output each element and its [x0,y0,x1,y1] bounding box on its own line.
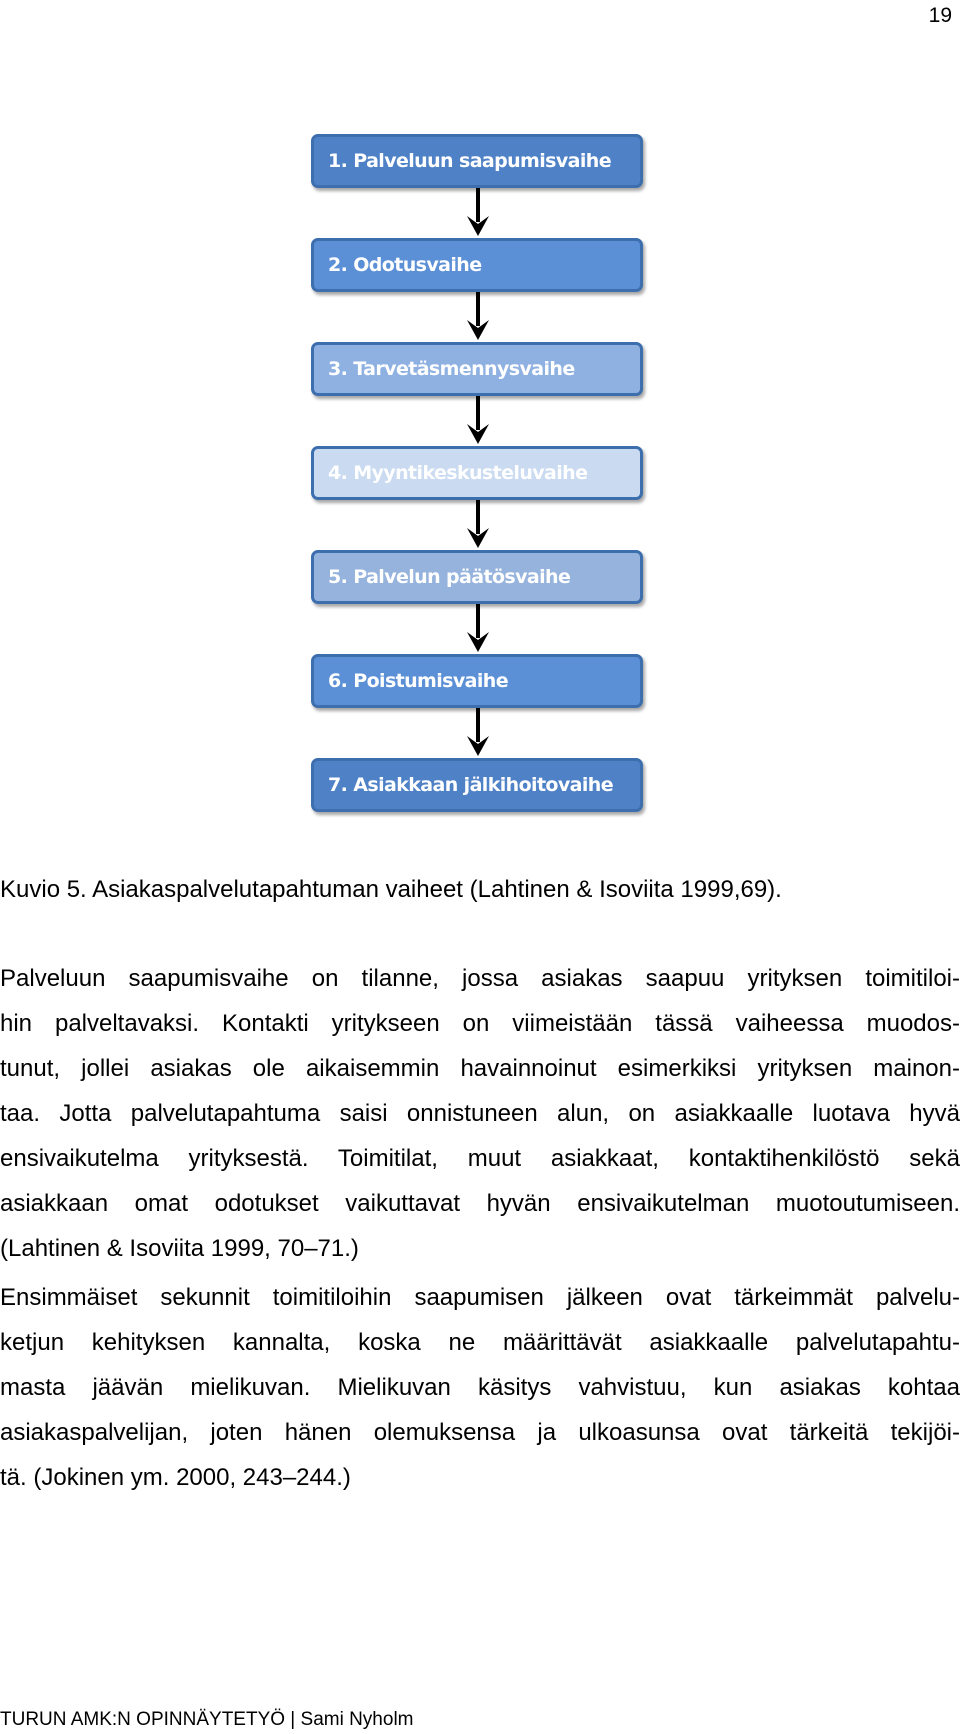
text-line: Ensimmäiset sekunnit toimitiloihin saapumisen jälkeen ovat tärkeimmät palvelu- [0,1284,960,1311]
text-line: asiakaspalvelijan, joten hänen olemuksensa ja ulkoasunsa ovat tärkeitä tekijöi- [0,1419,960,1446]
flow-arrow [311,708,645,758]
flow-arrow [311,604,645,654]
flow-step-4: 4. Myyntikeskusteluvaihe [311,446,643,500]
text-line: taa. Jotta palvelutapahtuma saisi onnistuneen alun, on asiakkaalle luotava hyvä [0,1100,960,1127]
text-line: Palveluun saapumisvaihe on tilanne, jossa asiakas saapuu yrityksen toimitiloi- [0,965,960,992]
flow-arrow [311,500,645,550]
flow-step-5: 5. Palvelun päätösvaihe [311,550,643,604]
flow-arrow [311,188,645,238]
page-number: 19 [928,4,952,27]
text-line: tunut, jollei asiakas ole aikaisemmin havainnoinut esimerkiksi yrityksen mainon- [0,1055,960,1082]
flow-step-1: 1. Palveluun saapumisvaihe [311,134,643,188]
text-line: tä. (Jokinen ym. 2000, 243–244.) [0,1464,351,1491]
paragraph-2 [0,1275,960,1500]
paragraph-1 [0,956,960,1271]
text-line: ensivaikutelma yrityksestä. Toimitilat, muut asiakkaat, kontaktihenkilöstö sekä [0,1145,960,1172]
text-line: ketjun kehityksen kannalta, koska ne määrittävät asiakkaalle palvelutapahtu- [0,1329,960,1356]
process-flowchart [311,134,645,812]
flow-arrow [311,292,645,342]
flow-step-3: 3. Tarvetäsmennysvaihe [311,342,643,396]
text-line: (Lahtinen & Isoviita 1999, 70–71.) [0,1235,359,1262]
text-line: masta jäävän mielikuvan. Mielikuvan käsitys vahvistuu, kun asiakas kohtaa [0,1374,960,1401]
text-line: asiakkaan omat odotukset vaikuttavat hyvän ensivaikutelman muotoutumiseen. [0,1190,960,1217]
flow-arrow [311,396,645,446]
page-footer: TURUN AMK:N OPINNÄYTETYÖ | Sami Nyholm [0,1709,414,1730]
text-line: hin palveltavaksi. Kontakti yritykseen on viimeistään tässä vaiheessa muodos- [0,1010,960,1037]
flow-step-2: 2. Odotusvaihe [311,238,643,292]
flow-step-6: 6. Poistumisvaihe [311,654,643,708]
flow-step-7: 7. Asiakkaan jälkihoitovaihe [311,758,643,812]
figure-caption: Kuvio 5. Asiakaspalvelutapahtuman vaiheet (Lahtinen & Isoviita 1999,69). [0,876,782,903]
